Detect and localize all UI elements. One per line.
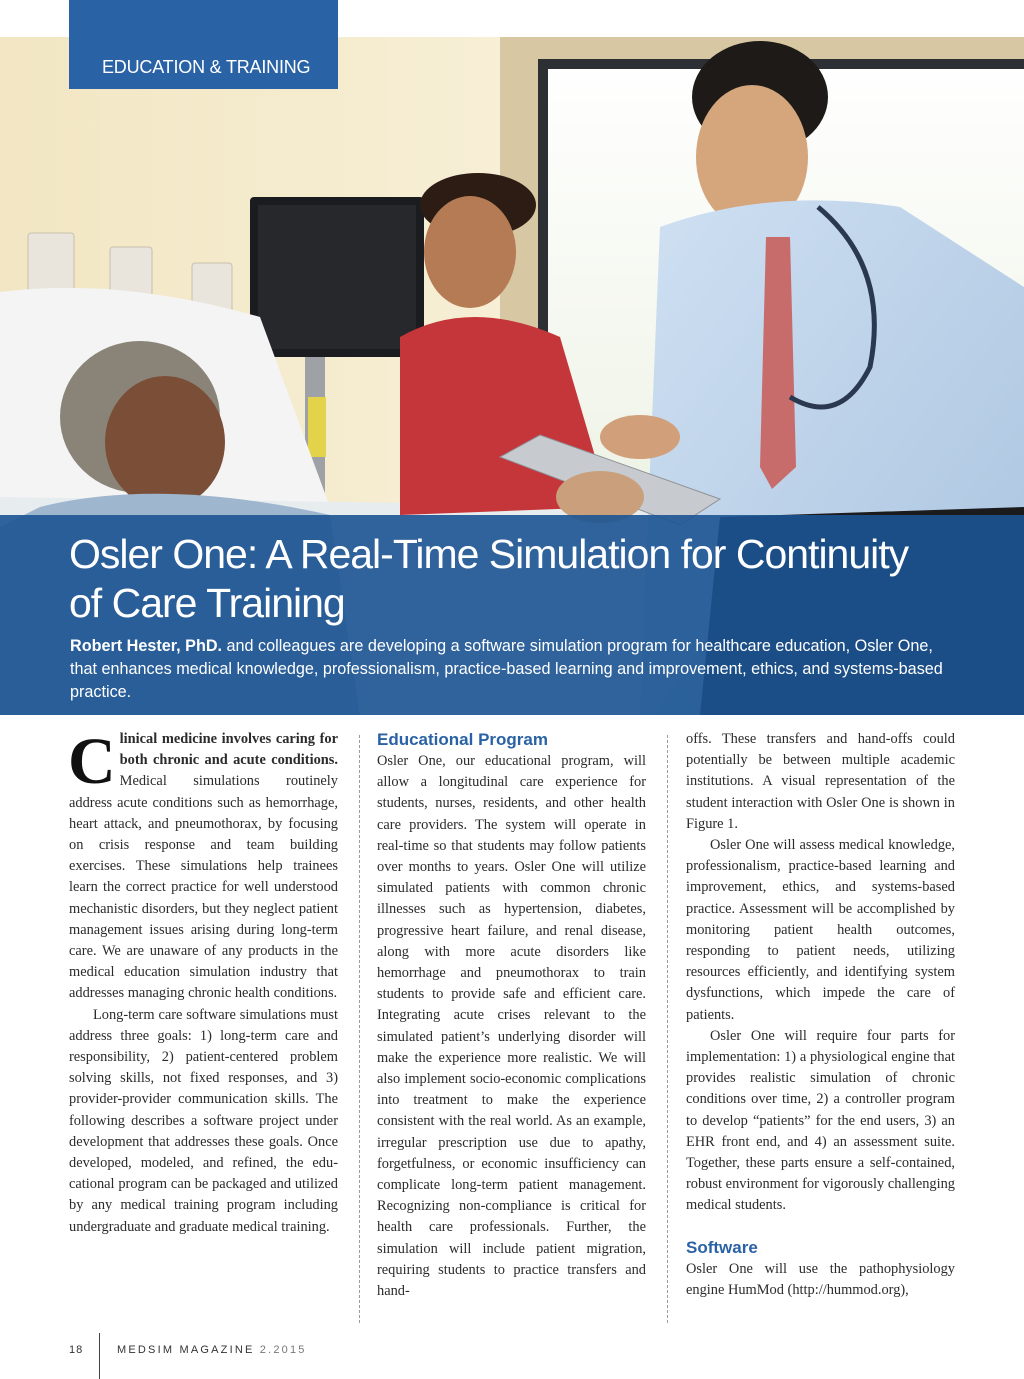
magazine-issue: 2.2015 bbox=[259, 1344, 307, 1356]
body-paragraph: Long-term care software simulations must address three goals: 1) long-term care and responsibility, 2) patient-centered problem solving skills, not fixed responses, and 3) provider-provider communication skills. The following describes a software project under development that addresses these goals. Once developed, modeled, and refined, the educational program can be packaged and utilized by any medical training program including undergraduate and graduate medical training. bbox=[69, 1006, 338, 1235]
magazine-footer bbox=[117, 1344, 307, 1356]
magazine-name: MEDSIM MAGAZINE bbox=[117, 1344, 255, 1356]
article-dek bbox=[70, 635, 950, 704]
body-paragraph: Osler One will require four parts for implementation: 1) a physiological engine that provides realistic simulation of chronic conditions over time, 2) a controller program to develop “patients” for the end users, 3) an EHR front end, and 4) an assessment suite. Together, these parts ensure a self-contained, robust environment for vigorously challenging medical students. bbox=[686, 1027, 955, 1214]
page-number: 18 bbox=[69, 1344, 84, 1356]
body-paragraph: Osler One will use the pathophysiology engine HumMod (http://hummod.org), bbox=[686, 1260, 955, 1298]
column-1 bbox=[68, 725, 338, 1238]
column-divider bbox=[359, 735, 360, 1323]
section-tag: EDUCATION & TRAINING bbox=[69, 0, 338, 89]
article-title: Osler One: A Real-Time Simulation for Continuity of Care Training bbox=[69, 531, 909, 626]
dek-text: and colleagues are developing a software simulation program for healthcare education, Osler One, that enhances medical knowledge, professionalism, practice-based learning and improvement, ethics, and systems-based practice. bbox=[70, 637, 943, 701]
column-2 bbox=[377, 729, 646, 1302]
section-heading-educational-program: Educational Program bbox=[377, 730, 548, 749]
footer-divider bbox=[99, 1333, 100, 1379]
body-paragraph: Osler One, our educational program, will allow a longitudinal care experience for students, nurses, residents, and other health care providers. The system will operate in real-time so that students may follow patients over months to years. Osler One will utilize simulated patients with common chronic illnesses such as hypertension, diabetes, progressive heart failure, and renal disease, along with more acute disorders like hemorrhage and pneumothorax to train students to provide safe and efficient care. Integrating acute crises relevant to the simulated patient’s underlying disorder will make the experience more realistic. We will also implement socio-economic complications into treatment to make the experience consistent with the real world. As an example, irregular prescription use due to apathy, forgetfulness, or economic insufficiency can complicate long-term patient management. Recognizing non-compliance is critical for health care professionals. Further, the simulation will include patient migration, requiring students to practice transfers and hand- bbox=[377, 753, 646, 1300]
intro-paragraph bbox=[68, 725, 338, 1005]
intro-text: Medical simulations routinely address acute conditions such as hemorrhage, heart attack, and pneumothorax, by focusing on crisis response and team building exercises. These simulations help trainees learn the correct practice for well understood mechanistic disorders, but they neglect patient management issues arising during long-term care. We are unaware of any products in the medical education simulation industry that addresses managing chronic health conditions. bbox=[69, 773, 338, 1002]
column-divider bbox=[667, 735, 668, 1323]
body-paragraph: Osler One will assess medical knowledge, professionalism, practice-based learning and improvement, ethics, and systems-based practice. Assessment will be accomplished by monitoring patient health outcomes, responding to patient needs, utilizing resources efficiently, and identifying system dysfunctions, which impede the care of patients. bbox=[686, 837, 955, 1023]
body-paragraph: offs. These transfers and hand-offs could potentially be between multiple academic institutions. A visual representation of the student interaction with Osler One is shown in Figure 1. bbox=[686, 731, 955, 832]
dek-author: Robert Hester, PhD. bbox=[70, 637, 223, 655]
lead-in: linical medicine involves caring for both chronic and acute conditions. bbox=[119, 731, 338, 769]
section-heading-software: Software bbox=[686, 1237, 758, 1257]
section-spacer bbox=[686, 1217, 955, 1237]
column-3 bbox=[686, 729, 955, 1301]
drop-cap: C bbox=[68, 725, 116, 798]
